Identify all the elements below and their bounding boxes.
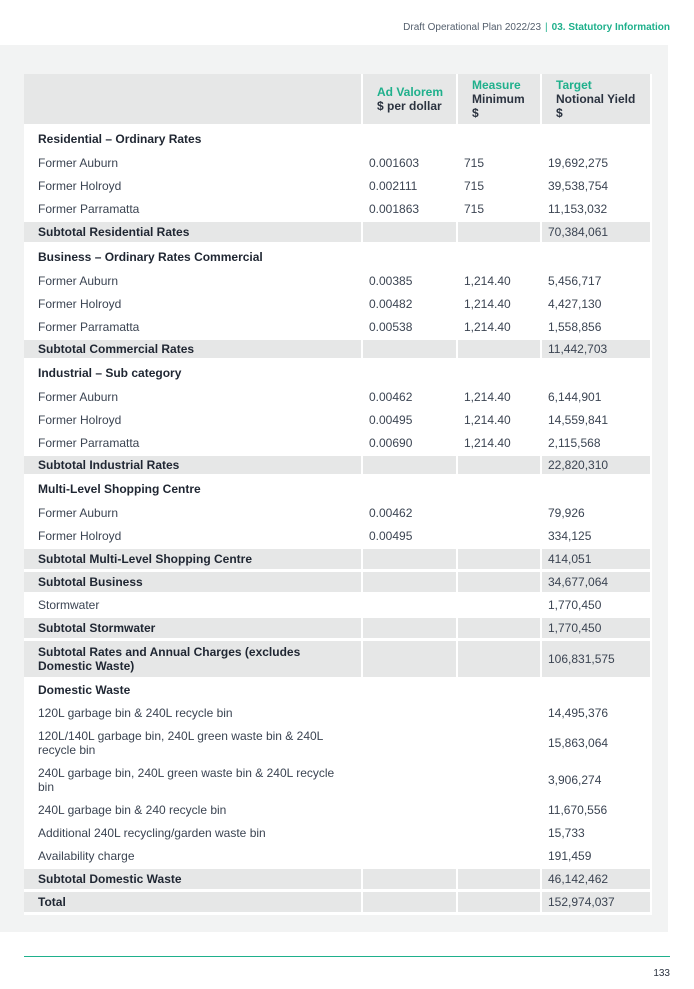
group-heading-row	[24, 126, 651, 152]
row-label: Subtotal Commercial Rates	[24, 339, 362, 360]
group-heading-row	[24, 476, 651, 502]
ad-valorem-cell: 0.002111	[362, 175, 457, 198]
minimum-cell	[457, 525, 541, 548]
notional-yield-cell	[541, 476, 651, 502]
group-heading-row	[24, 244, 651, 270]
ad-valorem-cell: 0.00495	[362, 525, 457, 548]
minimum-cell	[457, 594, 541, 617]
notional-yield-cell: 1,770,450	[541, 594, 651, 617]
document-title: Draft Operational Plan 2022/23	[403, 22, 542, 33]
notional-yield-cell: 19,692,275	[541, 152, 651, 175]
ad-valorem-cell	[362, 725, 457, 762]
ad-valorem-cell	[362, 571, 457, 594]
notional-yield-cell: 46,142,462	[541, 868, 651, 891]
table-row	[24, 152, 651, 175]
ad-valorem-cell: 0.00462	[362, 502, 457, 525]
table-row	[24, 799, 651, 822]
minimum-cell	[457, 891, 541, 914]
subtotal-row	[24, 868, 651, 891]
row-label: Subtotal Residential Rates	[24, 221, 362, 244]
ad-valorem-cell	[362, 360, 457, 386]
table-row	[24, 502, 651, 525]
row-label: 120L garbage bin & 240L recycle bin	[24, 702, 362, 725]
row-label: Former Holroyd	[24, 293, 362, 316]
notional-yield-cell: 11,153,032	[541, 198, 651, 221]
table-row	[24, 386, 651, 409]
minimum-cell	[457, 502, 541, 525]
notional-yield-cell: 1,558,856	[541, 316, 651, 339]
row-label: Business – Ordinary Rates Commercial	[24, 244, 362, 270]
minimum-cell	[457, 868, 541, 891]
ad-valorem-cell	[362, 548, 457, 571]
notional-yield-cell: 15,863,064	[541, 725, 651, 762]
ad-valorem-cell: 0.00690	[362, 432, 457, 455]
notional-yield-cell: 6,144,901	[541, 386, 651, 409]
minimum-cell	[457, 339, 541, 360]
row-label: Former Auburn	[24, 270, 362, 293]
ad-valorem-cell	[362, 891, 457, 914]
table-row	[24, 594, 651, 617]
row-label: Former Auburn	[24, 386, 362, 409]
subtotal-row	[24, 221, 651, 244]
ad-valorem-cell: 0.001863	[362, 198, 457, 221]
notional-yield-cell: 14,559,841	[541, 409, 651, 432]
minimum-cell: 715	[457, 175, 541, 198]
table-row	[24, 316, 651, 339]
ad-valorem-cell	[362, 476, 457, 502]
notional-yield-cell: 106,831,575	[541, 640, 651, 679]
rates-table	[24, 74, 652, 915]
minimum-cell	[457, 476, 541, 502]
row-label: Multi-Level Shopping Centre	[24, 476, 362, 502]
row-label: Former Holroyd	[24, 175, 362, 198]
row-label: Subtotal Rates and Annual Charges (excludes Domestic Waste)	[24, 640, 362, 679]
row-label: Former Parramatta	[24, 198, 362, 221]
minimum-cell	[457, 221, 541, 244]
running-header	[403, 22, 670, 33]
table-row	[24, 845, 651, 868]
row-label: Residential – Ordinary Rates	[24, 126, 362, 152]
row-label: Total	[24, 891, 362, 914]
notional-yield-cell	[541, 244, 651, 270]
notional-yield-cell	[541, 679, 651, 702]
table-row	[24, 432, 651, 455]
row-label: 240L garbage bin, 240L green waste bin & 240L recycle bin	[24, 762, 362, 799]
notional-yield-cell: 34,677,064	[541, 571, 651, 594]
subtotal-row	[24, 339, 651, 360]
table-row	[24, 762, 651, 799]
ad-valorem-cell	[362, 845, 457, 868]
minimum-cell	[457, 762, 541, 799]
ad-valorem-cell: 0.00495	[362, 409, 457, 432]
ad-valorem-cell	[362, 702, 457, 725]
minimum-cell	[457, 799, 541, 822]
notional-yield-cell: 414,051	[541, 548, 651, 571]
minimum-cell	[457, 822, 541, 845]
row-label: Former Parramatta	[24, 432, 362, 455]
row-label: Former Holroyd	[24, 409, 362, 432]
row-label: Former Holroyd	[24, 525, 362, 548]
column-header-measure: Measure Minimum $	[457, 74, 541, 126]
table-body	[24, 126, 651, 914]
ad-valorem-cell	[362, 594, 457, 617]
notional-yield-cell: 5,456,717	[541, 270, 651, 293]
ad-valorem-cell	[362, 244, 457, 270]
minimum-cell	[457, 126, 541, 152]
minimum-cell: 1,214.40	[457, 270, 541, 293]
group-heading-row	[24, 360, 651, 386]
minimum-cell: 1,214.40	[457, 409, 541, 432]
notional-yield-cell: 11,442,703	[541, 339, 651, 360]
notional-yield-cell: 22,820,310	[541, 455, 651, 476]
notional-yield-cell: 15,733	[541, 822, 651, 845]
minimum-cell	[457, 640, 541, 679]
notional-yield-cell: 334,125	[541, 525, 651, 548]
minimum-cell: 715	[457, 152, 541, 175]
row-label: Availability charge	[24, 845, 362, 868]
subtotal-row	[24, 548, 651, 571]
subtotal-row	[24, 571, 651, 594]
table-row	[24, 702, 651, 725]
minimum-cell	[457, 725, 541, 762]
notional-yield-cell: 2,115,568	[541, 432, 651, 455]
ad-valorem-cell	[362, 617, 457, 640]
ad-valorem-cell: 0.00538	[362, 316, 457, 339]
page-number: 133	[653, 968, 670, 979]
column-header-description	[24, 74, 362, 126]
subtotal-row	[24, 617, 651, 640]
section-title: 03. Statutory Information	[551, 22, 670, 33]
minimum-cell	[457, 548, 541, 571]
ad-valorem-cell	[362, 221, 457, 244]
notional-yield-cell: 11,670,556	[541, 799, 651, 822]
header-separator: |	[545, 22, 548, 33]
ad-valorem-cell	[362, 640, 457, 679]
minimum-cell	[457, 702, 541, 725]
row-label: Subtotal Business	[24, 571, 362, 594]
ad-valorem-cell: 0.00462	[362, 386, 457, 409]
minimum-cell	[457, 679, 541, 702]
table-row	[24, 293, 651, 316]
row-label: Subtotal Stormwater	[24, 617, 362, 640]
notional-yield-cell: 79,926	[541, 502, 651, 525]
ad-valorem-cell	[362, 339, 457, 360]
ad-valorem-cell	[362, 868, 457, 891]
row-label: Stormwater	[24, 594, 362, 617]
notional-yield-cell: 152,974,037	[541, 891, 651, 914]
notional-yield-cell: 3,906,274	[541, 762, 651, 799]
row-label: Subtotal Domestic Waste	[24, 868, 362, 891]
ad-valorem-cell	[362, 822, 457, 845]
ad-valorem-cell	[362, 799, 457, 822]
group-heading-row	[24, 679, 651, 702]
minimum-cell: 1,214.40	[457, 293, 541, 316]
minimum-cell	[457, 845, 541, 868]
row-label: 240L garbage bin & 240 recycle bin	[24, 799, 362, 822]
subtotal-row	[24, 891, 651, 914]
notional-yield-cell: 191,459	[541, 845, 651, 868]
row-label: Industrial – Sub category	[24, 360, 362, 386]
table-row	[24, 409, 651, 432]
minimum-cell: 1,214.40	[457, 386, 541, 409]
table-row	[24, 198, 651, 221]
row-label: Subtotal Industrial Rates	[24, 455, 362, 476]
column-header-target: Target Notional Yield $	[541, 74, 651, 126]
ad-valorem-cell	[362, 455, 457, 476]
minimum-cell	[457, 455, 541, 476]
minimum-cell: 1,214.40	[457, 316, 541, 339]
table-row	[24, 525, 651, 548]
ad-valorem-cell: 0.00482	[362, 293, 457, 316]
minimum-cell	[457, 360, 541, 386]
minimum-cell	[457, 617, 541, 640]
ad-valorem-cell: 0.00385	[362, 270, 457, 293]
notional-yield-cell: 70,384,061	[541, 221, 651, 244]
row-label: Domestic Waste	[24, 679, 362, 702]
notional-yield-cell	[541, 360, 651, 386]
row-label: Former Parramatta	[24, 316, 362, 339]
notional-yield-cell: 4,427,130	[541, 293, 651, 316]
row-label: Subtotal Multi-Level Shopping Centre	[24, 548, 362, 571]
ad-valorem-cell	[362, 126, 457, 152]
minimum-cell: 1,214.40	[457, 432, 541, 455]
minimum-cell	[457, 571, 541, 594]
row-label: Additional 240L recycling/garden waste bin	[24, 822, 362, 845]
notional-yield-cell: 39,538,754	[541, 175, 651, 198]
minimum-cell: 715	[457, 198, 541, 221]
table-row	[24, 822, 651, 845]
minimum-cell	[457, 244, 541, 270]
row-label: Former Auburn	[24, 152, 362, 175]
row-label: Former Auburn	[24, 502, 362, 525]
notional-yield-cell: 14,495,376	[541, 702, 651, 725]
row-label: 120L/140L garbage bin, 240L green waste bin & 240L recycle bin	[24, 725, 362, 762]
table-row	[24, 270, 651, 293]
column-header-ad-valorem: Ad Valorem $ per dollar	[362, 74, 457, 126]
subtotal-row	[24, 455, 651, 476]
table-header-row	[24, 74, 651, 126]
footer-rule	[24, 956, 670, 957]
ad-valorem-cell: 0.001603	[362, 152, 457, 175]
table-row	[24, 725, 651, 762]
table-row	[24, 175, 651, 198]
subtotal-row	[24, 640, 651, 679]
notional-yield-cell	[541, 126, 651, 152]
ad-valorem-cell	[362, 679, 457, 702]
notional-yield-cell: 1,770,450	[541, 617, 651, 640]
ad-valorem-cell	[362, 762, 457, 799]
